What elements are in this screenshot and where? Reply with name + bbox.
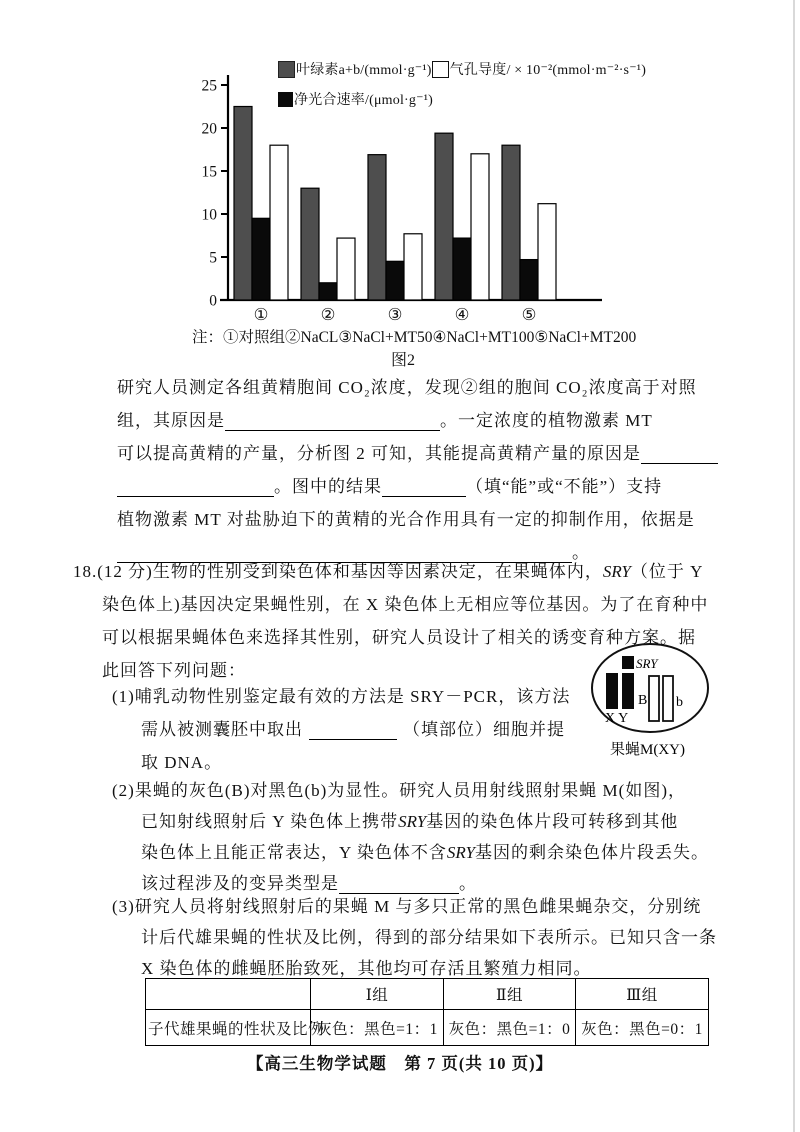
q18-1-line1: (1)哺乳动物性别鉴定最有效的方法是 SRY－PCR，该方法 bbox=[112, 687, 571, 706]
chart-caption: 图2 bbox=[390, 352, 415, 369]
q18-2-line1: (2)果蝇的灰色(B)对黑色(b)为显性。研究人员用射线照射果蝇 M(如图)， bbox=[112, 781, 686, 800]
q18-1-line3: 取 DNA。 bbox=[141, 753, 223, 772]
answer-blank bbox=[309, 718, 397, 740]
stomatal-legend-label: 气孔导度/ × 10⁻²(mmol·m⁻²·s⁻¹) bbox=[449, 63, 647, 78]
q17-line3: 可以提高黄精的产量，分析图 2 可知，其能提高黄精产量的原因是 bbox=[117, 431, 718, 464]
svg-text:20: 20 bbox=[201, 120, 217, 138]
chlorophyll-legend-label: 叶绿素a+b/(mmol·g⁻¹) bbox=[296, 63, 432, 78]
b-recessive-label: b bbox=[676, 695, 683, 710]
svg-text:⑤: ⑤ bbox=[521, 305, 537, 324]
answer-blank bbox=[117, 475, 274, 497]
fruit-fly-cell-figure bbox=[586, 642, 734, 764]
table-row-label: 子代雄果蝇的性状及比例 bbox=[146, 1010, 311, 1046]
table-cell-group2: 灰色：黑色=1：0 bbox=[444, 1010, 576, 1046]
y-chromosome-sry-segment bbox=[622, 656, 634, 669]
stomatal-legend-swatch bbox=[432, 61, 449, 78]
net-photosynthesis-legend-swatch bbox=[278, 92, 293, 107]
table-cell-group3: 灰色：黑色=0：1 bbox=[576, 1010, 709, 1046]
sry-gene-italic: SRY bbox=[446, 843, 475, 862]
table-header-row bbox=[146, 979, 709, 1010]
svg-text:②: ② bbox=[320, 305, 336, 324]
table-header-group2: Ⅱ组 bbox=[444, 979, 576, 1010]
table-header-empty bbox=[146, 979, 311, 1010]
chart-legend-row-2 bbox=[278, 89, 433, 109]
table-header-group1: Ⅰ组 bbox=[311, 979, 444, 1010]
answer-blank bbox=[641, 442, 718, 464]
x-chromosome bbox=[606, 673, 618, 709]
q17-line6: 。 bbox=[117, 530, 718, 563]
svg-text:15: 15 bbox=[201, 163, 217, 181]
page-footer: 【高三生物学试题 第 7 页(共 10 页)】 bbox=[246, 1054, 554, 1073]
q18-line2: 染色体上)基因决定果蝇性别，在 X 染色体上无相应等位基因。为了在育种中 bbox=[102, 595, 709, 614]
q17-line4: 。图中的结果 （填“能”或“不能”）支持 bbox=[117, 464, 718, 497]
sry-label: SRY bbox=[636, 656, 658, 671]
chlorophyll-legend-swatch bbox=[278, 61, 295, 78]
fly-caption: 果蝇M(XY) bbox=[610, 742, 685, 758]
q17-line1: 研究人员测定各组黄精胞间 CO₂浓度，发现②组的胞间 CO₂浓度高于对照 bbox=[117, 378, 697, 397]
q18-2-line4: 该过程涉及的变异类型是 。 bbox=[141, 874, 477, 893]
svg-text:①: ① bbox=[253, 305, 269, 324]
autosome-B bbox=[649, 676, 659, 721]
answer-blank bbox=[225, 409, 440, 431]
q18-3-line1: (3)研究人员将射线照射后的果蝇 M 与多只正常的黑色雌果蝇杂交，分别统 bbox=[112, 897, 702, 916]
results-table bbox=[145, 978, 709, 1046]
svg-text:0: 0 bbox=[209, 292, 217, 310]
table-header-group3: Ⅲ组 bbox=[576, 979, 709, 1010]
q17-line5: 植物激素 MT 对盐胁迫下的黄精的光合作用具有一定的抑制作用，依据是 bbox=[117, 510, 695, 529]
q18-line4: 此回答下列问题： bbox=[102, 661, 246, 680]
svg-text:④: ④ bbox=[454, 305, 470, 324]
question18-part2 bbox=[112, 770, 724, 894]
svg-text:5: 5 bbox=[209, 249, 217, 267]
chart-note: 注：①对照组②NaCL③NaCl+MT50④NaCl+MT100⑤NaCl+MT200 bbox=[192, 329, 637, 346]
q18-2-line3: 染色体上且能正常表达，Y 染色体不含 SRY 基因的剩余染色体片段丢失。 bbox=[141, 843, 709, 862]
question18-part3 bbox=[112, 886, 724, 979]
question18-part1 bbox=[112, 674, 592, 773]
q18-3-line3: X 染色体的雌蝇胚胎致死，其他均可存活且繁殖力相同。 bbox=[141, 959, 592, 978]
sry-gene-italic: SRY bbox=[398, 812, 427, 831]
y-chromosome-lower-segment bbox=[622, 673, 634, 709]
table-data-row bbox=[146, 1010, 709, 1046]
question17-paragraph bbox=[117, 365, 718, 563]
svg-text:10: 10 bbox=[201, 206, 217, 224]
net-photosynthesis-legend-label: 净光合速率/(μmol·g⁻¹) bbox=[294, 93, 433, 108]
chart-legend-row-1 bbox=[278, 59, 646, 79]
q17-line2: 组，其原因是 。一定浓度的植物激素 MT bbox=[117, 411, 653, 430]
b-dominant-label: B bbox=[638, 693, 648, 708]
answer-blank bbox=[382, 475, 466, 497]
q18-line1: 18.(12 分)生物的性别受到染色体和基因等因素决定，在果蝇体内， SRY （位于 Y bbox=[73, 562, 704, 581]
table-cell-group1: 灰色：黑色=1：1 bbox=[311, 1010, 444, 1046]
sry-gene-italic: SRY bbox=[602, 562, 631, 581]
scan-artifact-line bbox=[793, 0, 795, 1132]
xy-labels: X Y bbox=[605, 711, 629, 726]
q18-2-line2: 已知射线照射后 Y 染色体上携带 SRY 基因的染色体片段可转移到其他 bbox=[141, 812, 679, 831]
q18-1-line2: 需从被测囊胚中取出 （填部位）细胞并提 bbox=[141, 720, 565, 739]
q18-3-line2: 计后代雄果蝇的性状及比例，得到的部分结果如下表所示。已知只含一条 bbox=[141, 928, 717, 947]
q18-line3: 可以根据果蝇体色来选择其性别，研究人员设计了相关的诱变育种方案。据 bbox=[102, 628, 696, 647]
svg-text:25: 25 bbox=[201, 77, 217, 95]
svg-text:③: ③ bbox=[387, 305, 403, 324]
autosome-b bbox=[663, 676, 673, 721]
